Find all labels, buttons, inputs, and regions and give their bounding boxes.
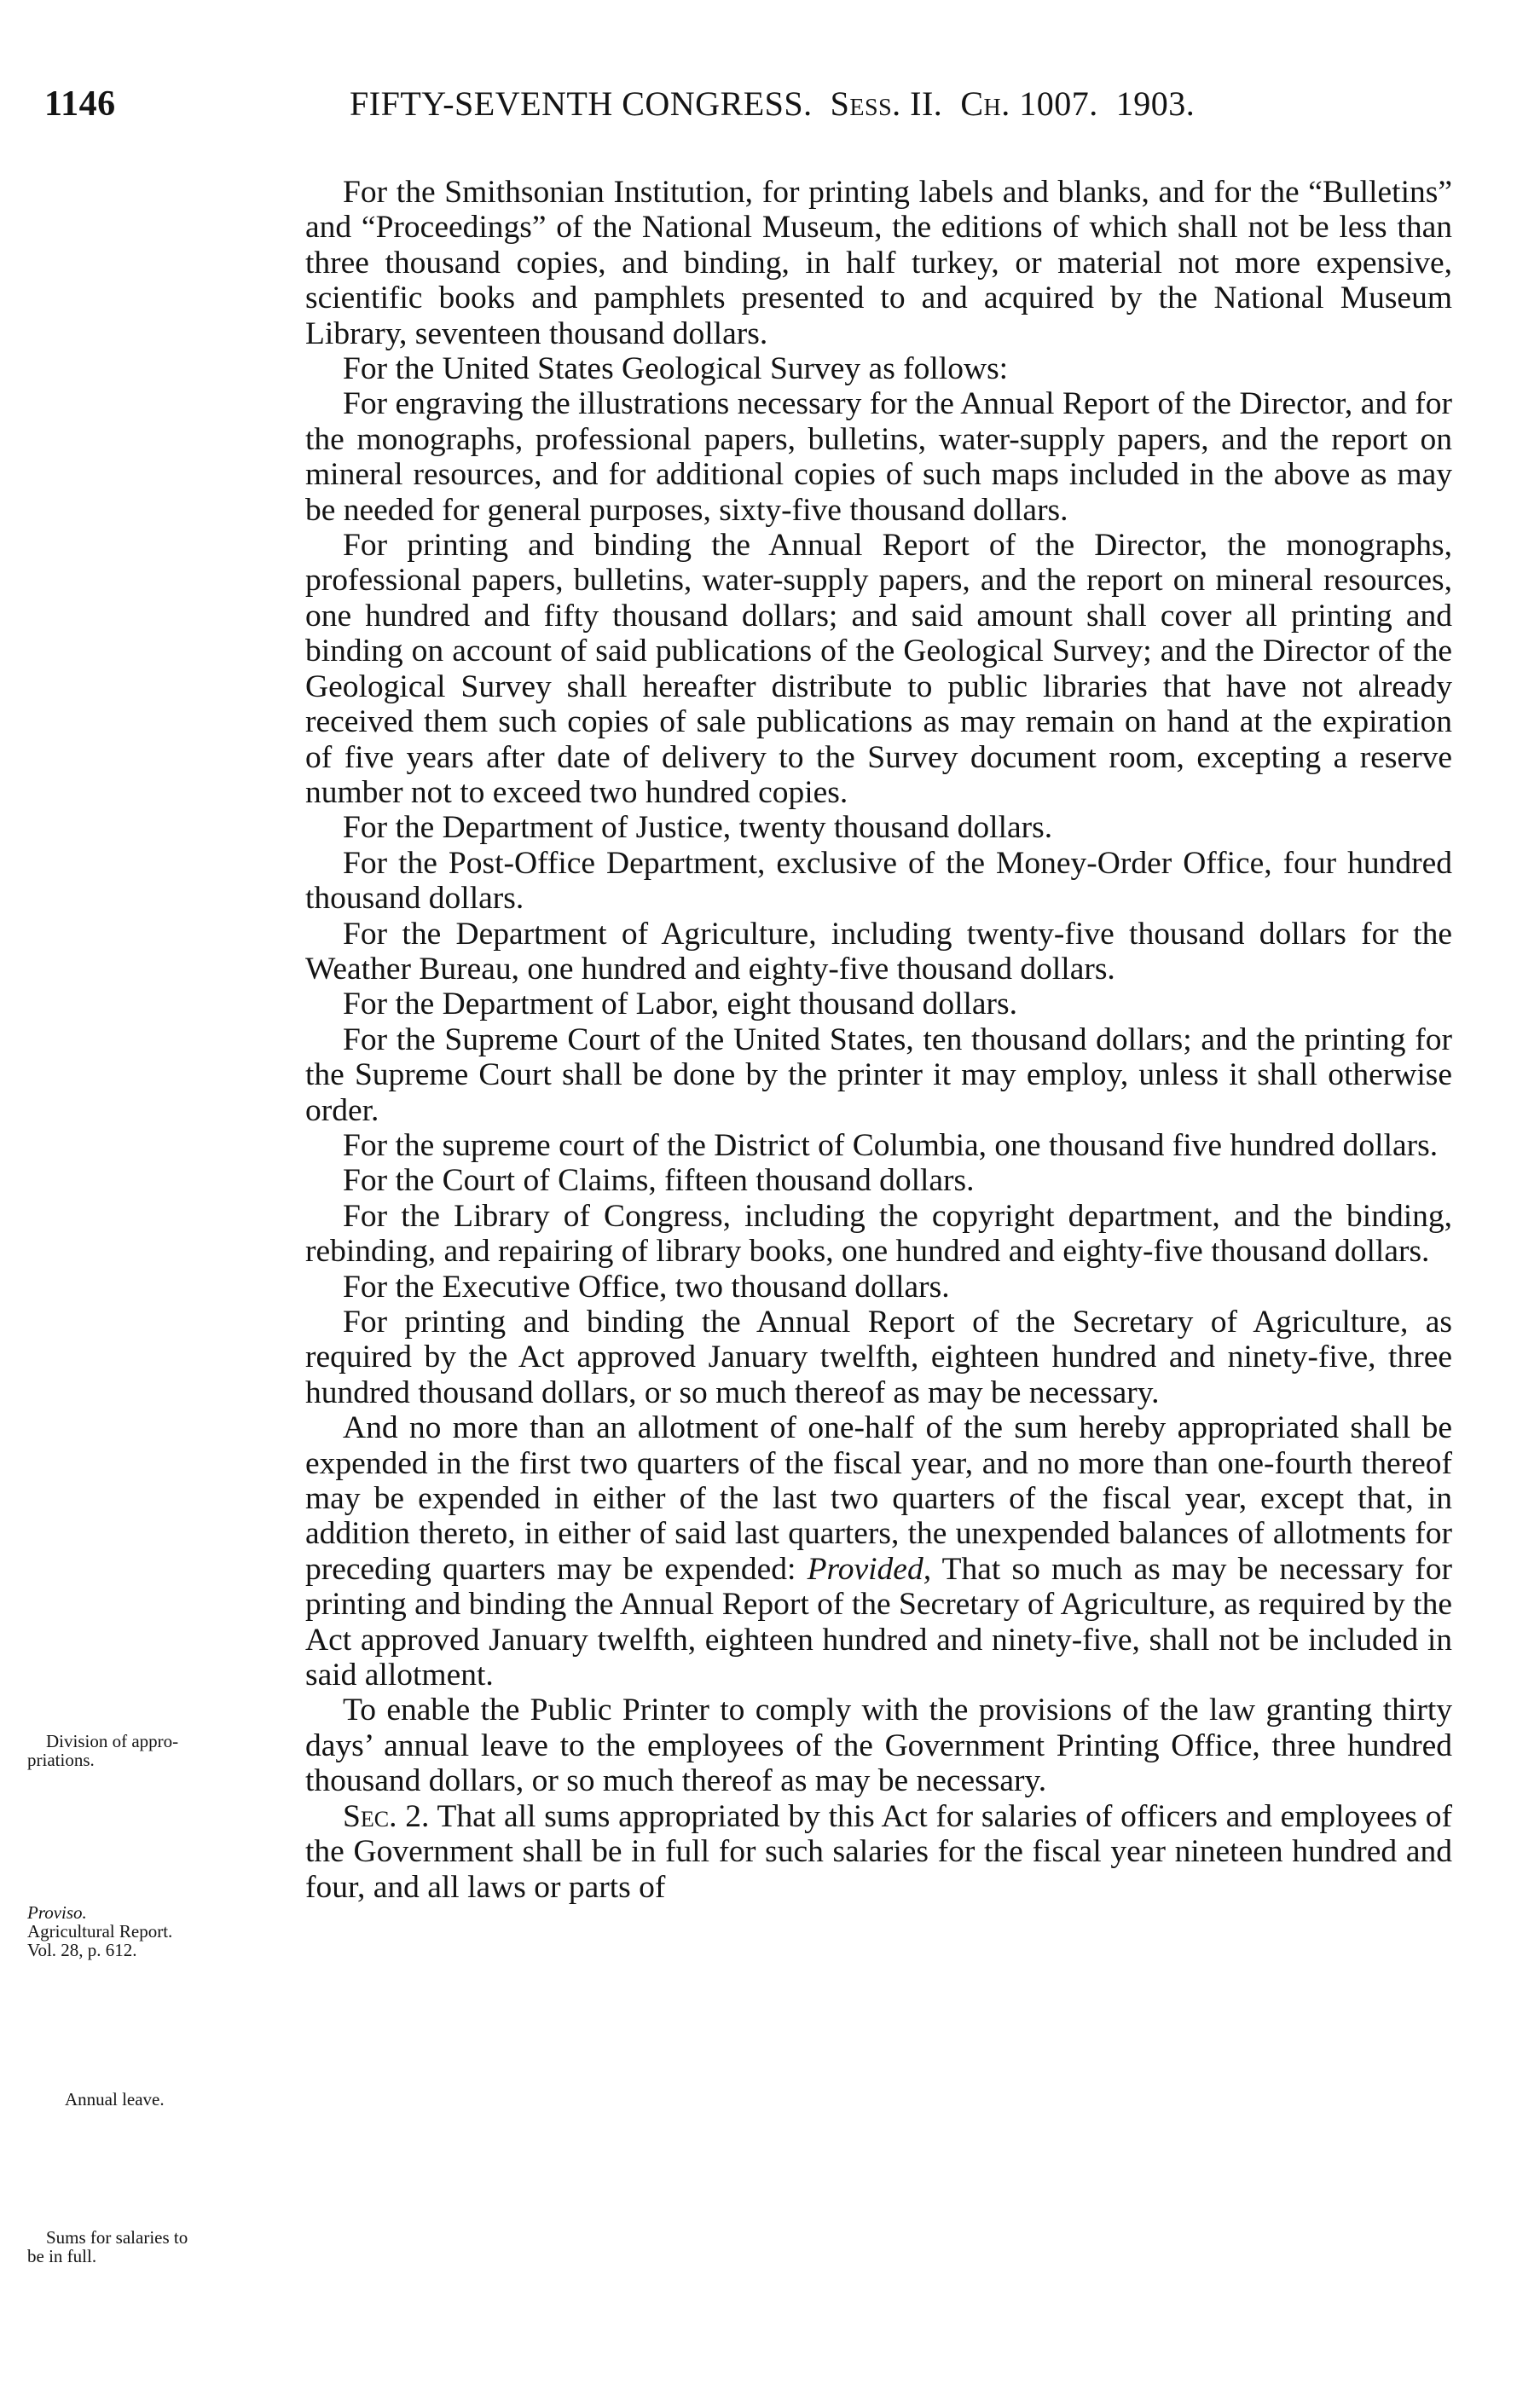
margin-note-sums-line1: Sums for salaries to bbox=[46, 2227, 188, 2248]
paragraph-post-office: For the Post-Office Department, exclusive of the Money-Order Office, four hundred thousand dollars. bbox=[305, 845, 1452, 917]
running-header bbox=[44, 84, 1451, 135]
paragraph-annual-leave: To enable the Public Printer to comply with the provisions of the law granting thirty days’ annual leave to the employees of the Government Printing Office, three hundred thousand dollars, or so much thereof as may be necessary. bbox=[305, 1693, 1452, 1799]
margin-note-sums-for-salaries bbox=[27, 2228, 292, 2266]
margin-note-annual-leave-text: Annual leave. bbox=[65, 2089, 165, 2110]
paragraph-executive-office: For the Executive Office, two thousand dollars. bbox=[343, 1269, 950, 1305]
paragraph-justice: For the Department of Justice, twenty thousand dollars. bbox=[343, 810, 1053, 846]
page-number: 1146 bbox=[44, 84, 116, 124]
margin-note-proviso-label: Proviso. bbox=[27, 1902, 87, 1923]
proviso-text: That so much as may be necessary for printing and binding the Annual Report of the Secretary of Agriculture, as required by the Act approved January twelfth, eighteen hundred and ninety-five, shall not be included in said allotment. bbox=[305, 1551, 1452, 1693]
paragraph-geological-survey: For the United States Geological Survey as follows: bbox=[343, 351, 1009, 387]
paragraph-supreme-court: For the Supreme Court of the United States, ten thousand dollars; and the printing for the Supreme Court shall be done by the printer it may employ, unless it shall otherwise order. bbox=[305, 1021, 1452, 1128]
paragraph-engraving: For engraving the illustrations necessary for the Annual Report of the Director, and for the monographs, professional papers, bulletins, water-supply papers, and the report on mineral resources, and for additional copies of such maps included in the above as may be needed for general purposes, sixty-five thousand dollars. bbox=[305, 386, 1452, 528]
margin-note-agricultural-report: Agricultural Report. bbox=[27, 1921, 173, 1942]
section-2-text: That all sums appropriated by this Act for salaries of officers and employees of the Government shall be in full for such salaries for the fiscal year nineteen hundred and four, and all laws or parts of bbox=[305, 1798, 1452, 1905]
paragraph-agriculture-report: For printing and binding the Annual Report of the Secretary of Agriculture, as required by the Act approved January twelfth, eighteen hundred and ninety-five, three hundred thousand dollars, or so much thereof as may be necessary. bbox=[305, 1305, 1452, 1410]
margin-note-division-line1: Division of appro- bbox=[46, 1731, 179, 1751]
congress-title: FIFTY-SEVENTH CONGRESS. bbox=[350, 84, 813, 123]
statute-body bbox=[305, 175, 1452, 1905]
paragraph-labor: For the Department of Labor, eight thousand dollars. bbox=[343, 987, 1018, 1022]
paragraph-printing-director-report: For printing and binding the Annual Report of the Director, the monographs, professional papers, bulletins, water-supply papers, and the report on mineral resources, one hundred and fifty thousand dollars; and said amount shall cover all printing and binding on account of said publications of the Geological Survey; and the Director of the Geological Survey shall hereafter distribute to public libraries that have not already received them such copies of sale publications as may remain on hand at the expiration of five years after date of delivery to the Survey document room, excepting a reserve number not to exceed two hundred copies. bbox=[305, 528, 1452, 810]
chapter-label: Ch. 1007. bbox=[960, 84, 1098, 123]
paragraph-library-of-congress: For the Library of Congress, including the copyright department, and the binding, rebinding, and repairing of library books, one hundred and eighty-five thousand dollars. bbox=[305, 1198, 1452, 1270]
margin-note-division bbox=[27, 1732, 292, 1769]
allotment-text: And no more than an allotment of one-half of the sum hereby appropriated shall be expended in the first two quarters of the fiscal year, and no more than one-fourth thereof may be expended in either of the last two quarters of the fiscal year, except that, in addition thereto, in either of said last quarters, the unexpended balances of allotments for preceding quarters may be expended: bbox=[305, 1410, 1452, 1587]
provided-keyword: Provided, bbox=[807, 1551, 932, 1587]
paragraph-court-of-claims: For the Court of Claims, fifteen thousand dollars. bbox=[343, 1163, 975, 1199]
margin-note-volume-ref: Vol. 28, p. 612. bbox=[27, 1940, 137, 1960]
paragraph-section-2 bbox=[305, 1799, 1452, 1905]
margin-note-annual-leave bbox=[27, 2090, 292, 2109]
session-label: Sess. II. bbox=[830, 84, 943, 123]
paragraph-smithsonian: For the Smithsonian Institution, for printing labels and blanks, and for the “Bulletins” and “Proceedings” of the National Museum, the editions of which shall not be less than three thousand copies, and binding, in half turkey, or material not more expensive, scientific books and pamphlets presented to and acquired by the National Museum Library, seventeen thousand dollars. bbox=[305, 175, 1452, 351]
running-title bbox=[350, 84, 1195, 124]
paragraph-division-of-appropriations bbox=[305, 1410, 1452, 1693]
margin-note-proviso bbox=[27, 1903, 292, 1959]
margin-note-division-line2: priations. bbox=[27, 1750, 95, 1770]
margin-note-sums-line2: be in full. bbox=[27, 2246, 97, 2266]
year-label: 1903. bbox=[1115, 84, 1196, 123]
paragraph-dc-supreme-court: For the supreme court of the District of Columbia, one thousand five hundred dollars. bbox=[343, 1127, 1439, 1163]
section-label: Sec. 2. bbox=[343, 1798, 430, 1834]
paragraph-agriculture: For the Department of Agriculture, including twenty-five thousand dollars for the Weather Bureau, one hundred and eighty-five thousand dollars. bbox=[305, 916, 1452, 987]
